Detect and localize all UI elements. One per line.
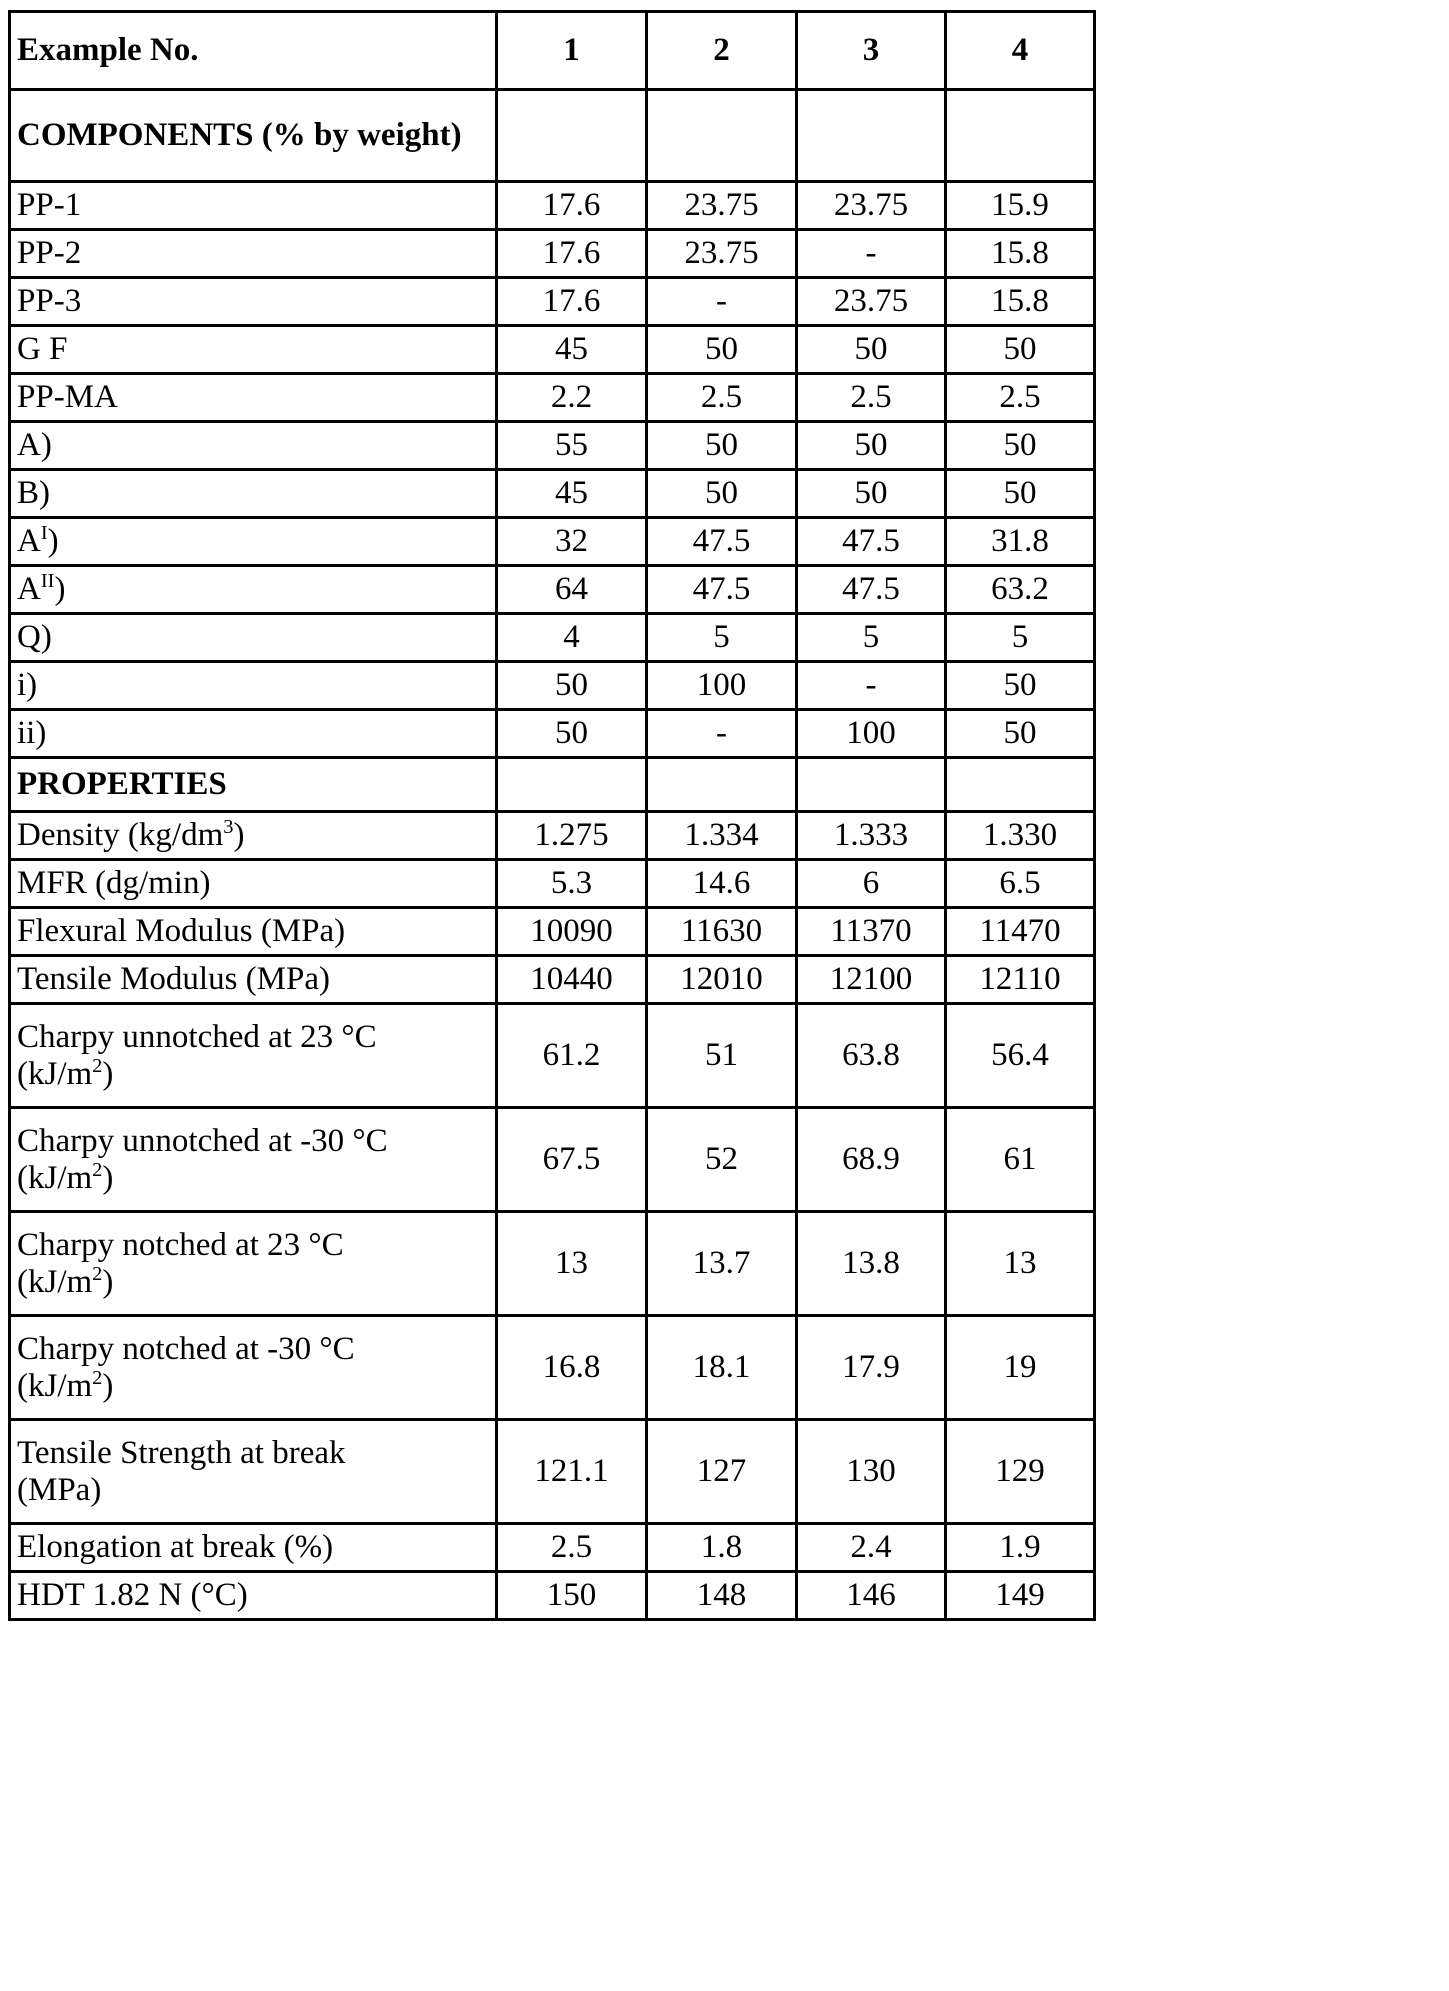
row-value: - [647,278,797,326]
row-label: $A^I$) [10,518,497,566]
row-label: G F [10,326,497,374]
row-value: 50 [647,470,797,518]
empty-cell [946,758,1095,812]
page-sheet [0,10,1449,1991]
table-row [10,812,1095,860]
table-row [10,566,1095,614]
row-value: 2.5 [797,374,946,422]
table-row [10,1524,1095,1572]
empty-cell [497,90,647,182]
row-label: PP-2 [10,230,497,278]
row-label: PP-MA [10,374,497,422]
examples-properties-table [8,10,1096,1621]
row-value: 12100 [797,956,946,1004]
row-value: 100 [797,710,946,758]
row-value: 2.4 [797,1524,946,1572]
row-value: 32 [497,518,647,566]
row-value: 127 [647,1420,797,1524]
row-value: 11370 [797,908,946,956]
section-label-properties: PROPERTIES [10,758,497,812]
row-value: 10090 [497,908,647,956]
table-row [10,1004,1095,1108]
row-value: 50 [497,710,647,758]
row-value: - [647,710,797,758]
row-value: 130 [797,1420,946,1524]
row-label: Elongation at break (%) [10,1524,497,1572]
row-value: 68.9 [797,1108,946,1212]
row-value: 63.2 [946,566,1095,614]
row-value: 15.9 [946,182,1095,230]
row-value: 2.5 [946,374,1095,422]
row-value: 50 [946,662,1095,710]
row-value: 129 [946,1420,1095,1524]
row-value: 1.334 [647,812,797,860]
table-row [10,860,1095,908]
row-value: 61.2 [497,1004,647,1108]
row-value: 19 [946,1316,1095,1420]
row-value: 2.5 [497,1524,647,1572]
table-row [10,662,1095,710]
row-label: Charpy notched at -30 °C $(kJ/m^2)$ [10,1316,497,1420]
row-value: 50 [797,470,946,518]
column-header-example-4: 4 [946,12,1095,90]
row-value: 16.8 [497,1316,647,1420]
row-value: 50 [946,326,1095,374]
empty-cell [647,758,797,812]
row-value: 12010 [647,956,797,1004]
row-value: 17.6 [497,182,647,230]
row-value: 17.6 [497,278,647,326]
row-label: Charpy unnotched at 23 °C $(kJ/m^2)$ [10,1004,497,1108]
row-label: $A^{II}$) [10,566,497,614]
row-label: i) [10,662,497,710]
table-row [10,1212,1095,1316]
row-value: 13 [946,1212,1095,1316]
row-label: MFR (dg/min) [10,860,497,908]
row-label: Q) [10,614,497,662]
row-value: 50 [946,422,1095,470]
row-value: 23.75 [797,182,946,230]
row-value: 23.75 [647,230,797,278]
row-label: ii) [10,710,497,758]
row-value: 47.5 [647,566,797,614]
table-row [10,1316,1095,1420]
row-value: 23.75 [797,278,946,326]
row-value: 149 [946,1572,1095,1620]
row-value: - [797,230,946,278]
table-row [10,518,1095,566]
row-label: A) [10,422,497,470]
row-label: PP-1 [10,182,497,230]
row-value: 64 [497,566,647,614]
table-row [10,1420,1095,1524]
table-row [10,710,1095,758]
row-value: 150 [497,1572,647,1620]
row-value: 50 [797,422,946,470]
row-value: 1.9 [946,1524,1095,1572]
row-label: B) [10,470,497,518]
row-value: 5.3 [497,860,647,908]
table-row [10,614,1095,662]
row-value: 47.5 [647,518,797,566]
row-value: 10440 [497,956,647,1004]
row-label: Charpy unnotched at -30 °C $(kJ/m^2)$ [10,1108,497,1212]
table-row [10,230,1095,278]
row-value: 15.8 [946,230,1095,278]
row-value: 148 [647,1572,797,1620]
column-header-example-1: 1 [497,12,647,90]
row-label: Charpy notched at 23 °C $(kJ/m^2)$ [10,1212,497,1316]
table-row [10,182,1095,230]
row-label: PP-3 [10,278,497,326]
table-body [10,12,1095,1620]
row-value: 5 [647,614,797,662]
table-row [10,1572,1095,1620]
row-label: Flexural Modulus (MPa) [10,908,497,956]
row-value: 51 [647,1004,797,1108]
row-value: 100 [647,662,797,710]
section-header-components [10,90,1095,182]
row-label: Tensile Modulus (MPa) [10,956,497,1004]
row-value: 6.5 [946,860,1095,908]
row-value: 11470 [946,908,1095,956]
column-header-example-no: Example No. [10,12,497,90]
row-value: 14.6 [647,860,797,908]
row-value: 1.8 [647,1524,797,1572]
section-header-properties [10,758,1095,812]
row-value: 13.8 [797,1212,946,1316]
row-value: 61 [946,1108,1095,1212]
table-header-row [10,12,1095,90]
empty-cell [647,90,797,182]
row-value: 50 [946,710,1095,758]
row-value: 47.5 [797,518,946,566]
empty-cell [497,758,647,812]
row-value: 11630 [647,908,797,956]
row-label: HDT 1.82 N (°C) [10,1572,497,1620]
row-value: 55 [497,422,647,470]
row-value: 2.2 [497,374,647,422]
row-value: - [797,662,946,710]
row-value: 47.5 [797,566,946,614]
row-value: 1.275 [497,812,647,860]
table-row [10,422,1095,470]
row-value: 2.5 [647,374,797,422]
row-value: 50 [946,470,1095,518]
row-value: 15.8 [946,278,1095,326]
row-value: 5 [946,614,1095,662]
row-value: 45 [497,326,647,374]
row-value: 18.1 [647,1316,797,1420]
row-value: 146 [797,1572,946,1620]
row-value: 52 [647,1108,797,1212]
row-value: 50 [647,326,797,374]
table-row [10,956,1095,1004]
row-value: 12110 [946,956,1095,1004]
table-row [10,1108,1095,1212]
row-value: 50 [497,662,647,710]
row-value: 50 [797,326,946,374]
row-value: 23.75 [647,182,797,230]
row-value: 45 [497,470,647,518]
column-header-example-3: 3 [797,12,946,90]
table-row [10,278,1095,326]
row-value: 50 [647,422,797,470]
row-label: Tensile Strength at break (MPa) [10,1420,497,1524]
empty-cell [797,758,946,812]
row-value: 13.7 [647,1212,797,1316]
row-value: 121.1 [497,1420,647,1524]
table-row [10,374,1095,422]
row-value: 63.8 [797,1004,946,1108]
table-row [10,470,1095,518]
table-row [10,326,1095,374]
row-value: 56.4 [946,1004,1095,1108]
row-value: 4 [497,614,647,662]
empty-cell [946,90,1095,182]
row-value: 6 [797,860,946,908]
row-value: 13 [497,1212,647,1316]
row-value: 31.8 [946,518,1095,566]
row-value: 1.330 [946,812,1095,860]
row-label: Density $(kg/dm^3)$ [10,812,497,860]
row-value: 17.9 [797,1316,946,1420]
row-value: 5 [797,614,946,662]
table-row [10,908,1095,956]
row-value: 17.6 [497,230,647,278]
empty-cell [797,90,946,182]
row-value: 67.5 [497,1108,647,1212]
column-header-example-2: 2 [647,12,797,90]
section-label-components: COMPONENTS (% by weight) [10,90,497,182]
row-value: 1.333 [797,812,946,860]
